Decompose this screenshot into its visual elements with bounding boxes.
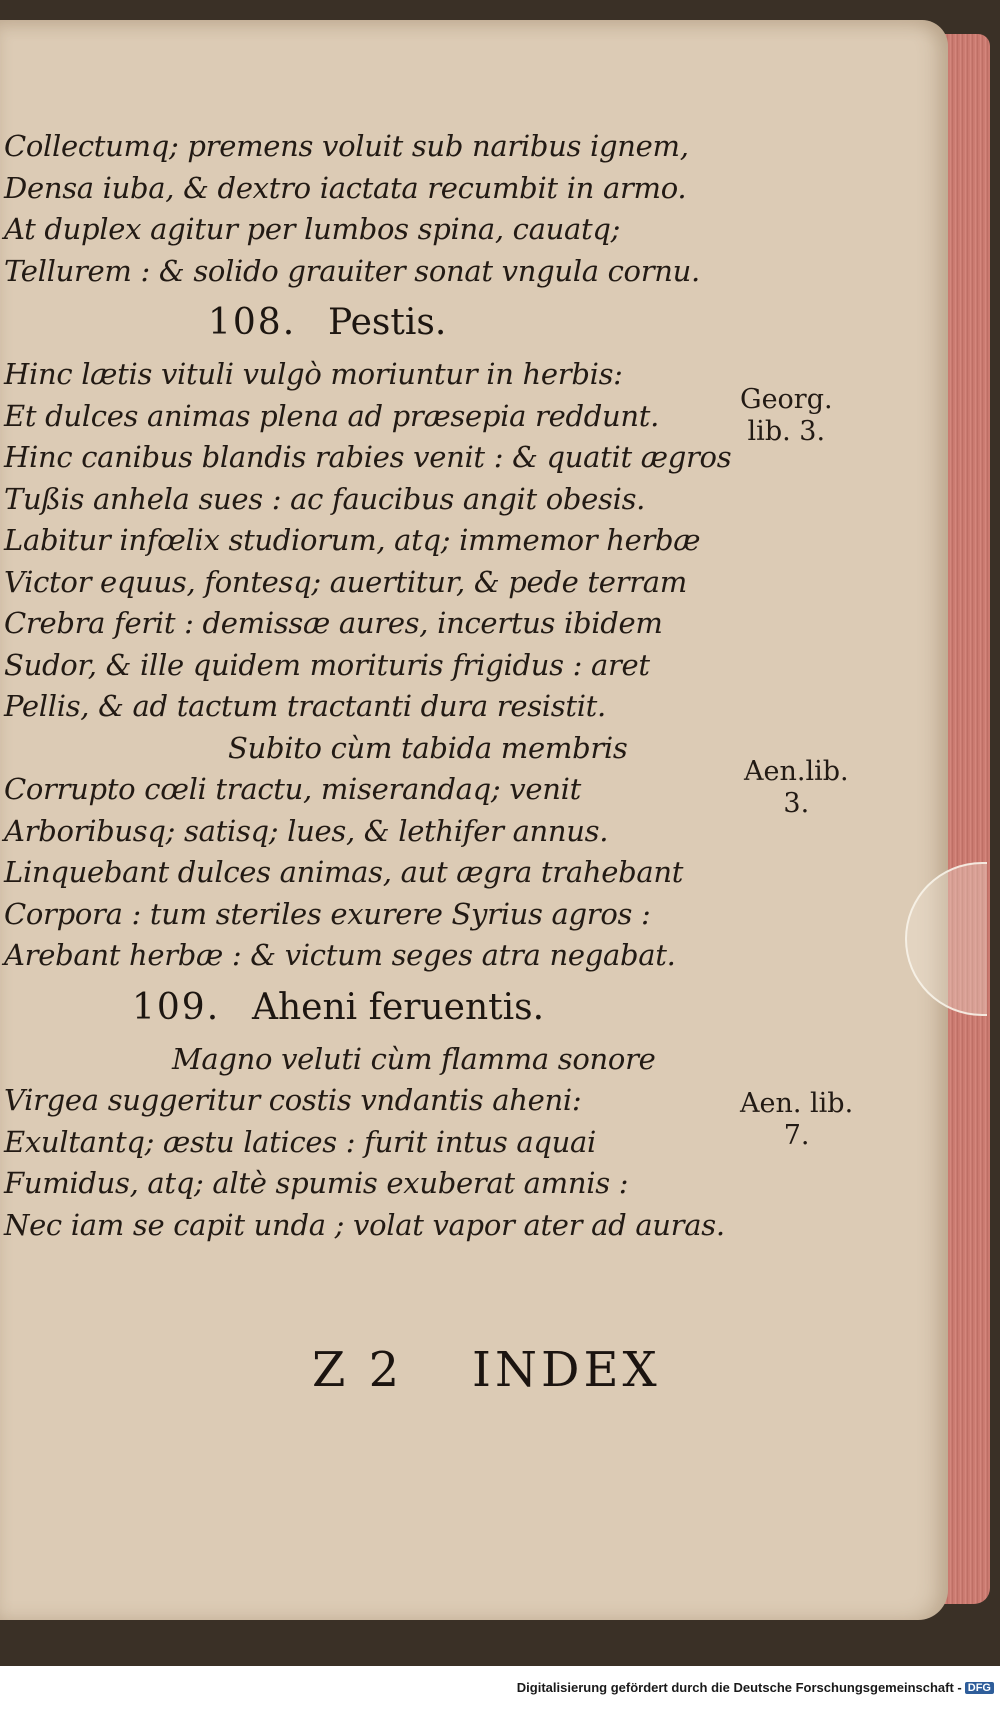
main-text-block — [4, 126, 732, 1246]
verse-line: Hinc canibus blandis rabies venit : & quatit ægros — [4, 440, 732, 474]
verse-line: Et dulces animas plena ad præsepia reddunt. — [4, 398, 660, 433]
verse-line: Virgea suggeritur costis vndantis aheni: — [4, 1083, 582, 1117]
verse-line: At duplex agitur per lumbos spina, cauatq; — [4, 212, 621, 246]
section-title: Aheni feruentis. — [252, 986, 545, 1028]
verse-line: Linquebant dulces animas, aut ægra trahebant — [4, 855, 684, 889]
verse-line: Crebra ferit : demissæ aures, incertus ibidem — [4, 606, 663, 640]
verse-line: Victor equus, fontesq; auertitur, & pede terram — [4, 564, 687, 599]
verse-line: Exultantq; æstu latices : furit intus aquai — [4, 1124, 596, 1159]
margin-note-line: Georg. — [740, 384, 833, 415]
margin-note-georg — [740, 384, 833, 448]
verse-line: Fumidus, atq; altè spumis exuberat amnis : — [4, 1166, 629, 1200]
catchword: INDEX — [472, 1342, 661, 1398]
verse-line: Sudor, & ille quidem morituris frigidus : aret — [4, 647, 650, 682]
dfg-logo-icon: DFG — [965, 1682, 994, 1694]
verse-line: Corpora : tum steriles exurere Syrius agros : — [4, 896, 651, 931]
verse-line: Labitur infœlix studiorum, atq; immemor herbæ — [4, 523, 701, 557]
verse-line: Tußis anhela sues : ac faucibus angit obesis. — [4, 481, 646, 516]
verse-line: Corrupto cœli tractu, miserandaq; venit — [4, 772, 581, 806]
verse-line: Hinc lætis vituli vulgò moriuntur in herbis: — [4, 357, 623, 391]
verse-line: Magno veluti cùm flamma sonore — [172, 1041, 656, 1076]
margin-note-line: lib. 3. — [747, 416, 826, 447]
verse-line: Densa iuba, & dextro iactata recumbit in armo. — [4, 170, 687, 205]
margin-note-aen-3 — [744, 756, 849, 820]
margin-note-line: 7. — [783, 1120, 810, 1151]
page-edges — [944, 34, 990, 1604]
margin-note-aen-7 — [740, 1088, 853, 1152]
credit-text: Digitalisierung gefördert durch die Deutsche Forschungsgemeinschaft - — [516, 1680, 962, 1695]
verse-line: Pellis, & ad tactum tractanti dura resistit. — [4, 689, 606, 723]
section-heading-109 — [4, 977, 704, 1039]
section-number: 108. — [208, 302, 297, 343]
section-heading-108 — [4, 292, 704, 354]
digitization-credit — [517, 1680, 994, 1695]
margin-note-line: Aen.lib. — [744, 756, 849, 787]
section-number: 109. — [132, 986, 221, 1028]
section-title: Pestis. — [328, 302, 447, 343]
verse-line: Collectumq; premens voluit sub naribus ignem, — [4, 129, 689, 163]
verse-line: Nec iam se capit unda ; volat vapor ater ad auras. — [4, 1207, 725, 1242]
margin-note-line: 3. — [783, 788, 810, 819]
verse-line: Arboribusq; satisq; lues, & lethifer annus. — [4, 813, 609, 848]
verse-line: Tellurem : & solido grauiter sonat vngula cornu. — [4, 253, 700, 288]
margin-note-line: Aen. lib. — [740, 1088, 854, 1119]
verse-line: Subito cùm tabida membris — [228, 730, 628, 765]
signature-mark: Z 2 — [312, 1342, 404, 1398]
page-footer — [312, 1342, 661, 1398]
verse-line: Arebant herbæ : & victum seges atra negabat. — [4, 938, 676, 972]
